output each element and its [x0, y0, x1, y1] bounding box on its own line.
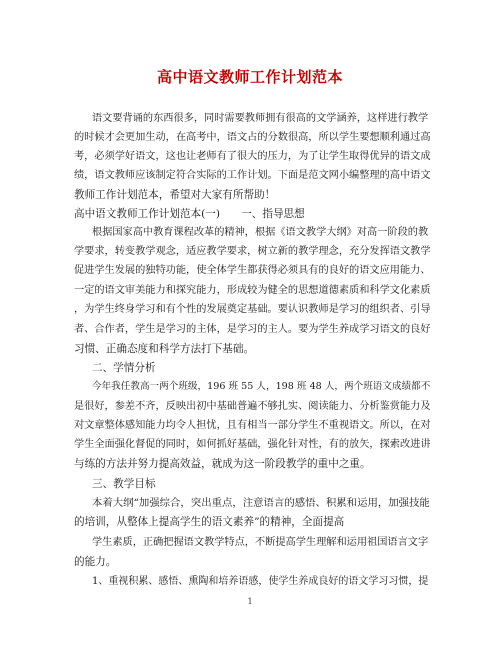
paragraph-line: 学生全面强化督促的同时，如何抓好基础，强化针对性，有的放矢，探索改进讲 — [74, 439, 431, 450]
paragraph-line: 1、重视积累、感悟、熏陶和培养语感，使学生养成良好的语文学习习惯，提 — [92, 576, 429, 587]
paragraph-line: 习惯、正确态度和科学方法打下基础。 — [74, 343, 255, 355]
paragraph-line: 根据国家高中教育课程改革的精神，根据《语文教学大纲》对高一阶段的教 — [92, 227, 429, 238]
paragraph-line: 对文章整体感知能力均令人担忧，且有相当一部分学生不重视语文。所以，在对 — [74, 420, 431, 431]
paragraph-line: 是很好，参差不齐，反映出初中基础普遍不够扎实、阅读能力、分析鉴赏能力及 — [74, 401, 431, 412]
paragraph-line: 一定的语文审美能力和探究能力，形成较为健全的思想道德素质和科学文化素质 — [74, 285, 431, 296]
section-heading: 三、教学目标 — [92, 478, 156, 490]
paragraph-line: 学要求，转变教学观念，适应教学要求，树立新的教学理念，充分发挥语文教学 — [74, 246, 431, 257]
intro-line: 绩，语文教师应该制定符合实际的工作计划。下面是范文网小编整理的高中语文 — [74, 170, 431, 181]
page-number: 1 — [247, 597, 253, 606]
paragraph-line: 学生素质，正确把握语文教学特点，不断提高学生理解和运用祖国语言文字 — [92, 537, 429, 548]
intro-line: 语文要背诵的东西很多，同时需要教师拥有很高的文学涵养，这样进行教学 — [92, 113, 429, 124]
paragraph-line: 促进学生发展的独特功能，使全体学生都获得必须具有的良好的语文应用能力、 — [74, 265, 431, 276]
paragraph-line: 的能力。 — [74, 556, 117, 568]
intro-line: 教师工作计划范本，希望对大家有所帮助！ — [74, 189, 276, 201]
document-title: 高中语文教师工作计划范本 — [156, 68, 343, 86]
paragraph-line: 本着大纲“加强综合，突出重点，注意语言的感悟、积累和运用，加强技能 — [92, 497, 430, 509]
paragraph-line: ，为学生终身学习和有个性的发展奠定基础。要认识教师是学习的组织者、引导 — [74, 304, 431, 315]
section-heading: 二、学情分析 — [92, 362, 156, 374]
section-heading: 高中语文教师工作计划范本(一) 一、指导思想 — [74, 208, 305, 220]
intro-line: 的时候才会更加生动，在高考中，语文占的分数很高，所以学生要想顺利通过高 — [74, 132, 431, 143]
paragraph-line: 与练的方法并努力提高效益，就成为这一阶段教学的重中之重。 — [74, 458, 371, 470]
paragraph-line: 者、合作者，学生是学习的主体，是学习的主人。要为学生养成学习语文的良好 — [74, 324, 431, 335]
intro-line: 考，必须学好语文，这也让老师有了很大的压力，为了让学生取得优异的语文成 — [74, 151, 431, 162]
paragraph-line: 今年我任教高一两个班级，196 班 55 人，198 班 48 人，两个班语文成绩都不 — [92, 381, 431, 392]
paragraph-line: 的培训，从整体上提高学生的语文素养”的精神，全面提高 — [74, 516, 345, 528]
